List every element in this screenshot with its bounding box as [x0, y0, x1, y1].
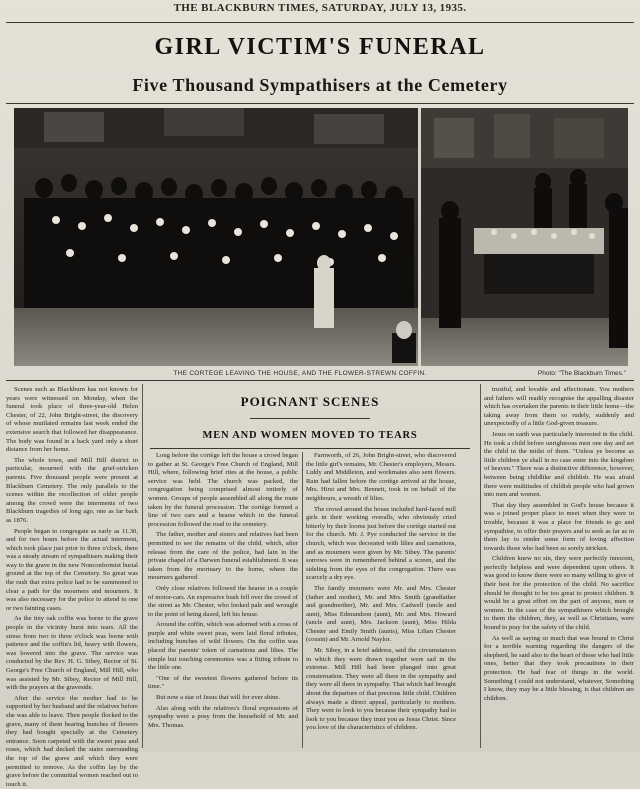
- masthead-rule: [6, 22, 634, 23]
- funeral-photograph: [14, 108, 628, 366]
- article-column-3: [306, 452, 456, 748]
- paragraph: People began to congregate as early as 11.30, and for two hours before the actual interment, which took place just prior to three o'clock, there was a steady stream of sympathisers making their way to the grave in the new Nonconformist burial ground at the top of the Cemetery. So great was the rush that extra police had to be summoned to clear a path for the mourners and mourners. It was also necessary for the police to attend to one or two fainting cases.: [6, 527, 138, 612]
- column-divider: [142, 384, 143, 748]
- photo-credit: Photo: "The Blackburn Times.": [537, 370, 626, 377]
- paragraph: Scenes such as Blackburn has not known for years were witnessed on Monday, when the funeral took place of three-year-old Helen Chester, of 22, John Bright-street, the discovery of whose mutilated remains last week ended the extensive search that followed her disappearance. The body was found in a back yard only a short distance from her home.: [6, 386, 138, 454]
- paragraph: Mr. Sibey, in a brief address, said the circumstances in which they were drawn together were sad in the extreme. Mill Hill had been plunged into great consternation. They were all there in the sympathy and they were all there in sympathy. That which had brought about the departure of that precious little child. Children always made a direct appeal, particularly to mothers. They were to look to you because their sympathy had to look to you because they trust you as Jesus Christ. Since you love of the characteristics of children.: [306, 647, 456, 732]
- paragraph: Jesus on earth was particularly interested in the child. He took a child before unrighteous men one day and set the child in the midst of them. "Unless ye become as little children ye shall in no case enter into the kingdom of heaven." There was a distinctive difference, however, between being childlike and childish. He was afraid there were multitudes of childish people who had grown into men and women.: [484, 430, 634, 499]
- masthead: THE BLACKBURN TIMES, SATURDAY, JULY 13, 1935.: [173, 2, 467, 14]
- headline: GIRL VICTIM'S FUNERAL: [154, 34, 486, 60]
- section-subheading: MEN AND WOMEN MOVED TO TEARS: [202, 430, 418, 441]
- paragraph: But now a star of Jesus that will for ever shine.: [156, 694, 280, 702]
- paragraph: Farnworth, of 26, John Bright-street, who discovered the little girl's remains, Mr. Chester's employers, Messrs. Liddy and Middleton, and workmates also sent flowers. Rain had fallen before the cortège arrived at the house, Mrs. Hirst and Mrs. Bennett, took in on behalf of the neighbours, a wreath of lilies.: [306, 452, 456, 502]
- paragraph: The father, mother and sisters and relatives had been permitted to see the remains of the child, which, after release from the care of the police, had lain in the private chapel of a Darwen funeral establishment. It was taken from the mortuary to the home, where the mourners gathered.: [148, 531, 298, 582]
- paragraph: trustful, and lovable and affectionate. You mothers and fathers will readily recognise the appalling disaster which has overtaken the parents in their little home—the taking away from them so rudely, suddenly and unexpectedly of a little God-given treasure.: [484, 386, 634, 428]
- column-divider: [302, 452, 303, 748]
- paragraph: Around the coffin, which was adorned with a cross of purple and white sweet peas, were laid floral tributes, including bunches of wild flowers. On the coffin was placed the parents' token of carnations and lilies. The simple but touching ceremonies was a fitting tribute to the little one.: [148, 621, 298, 672]
- paragraph: The crowd around the house included hard-faced mill girls in their working overalls, who obviously cried bitterly by their looms just before the cortège started out for the church. Mr. J. Pye conducted the service in the church, which was decorated with lilies and carnations, and as mourners were given by Mr. Sibey. The parents' sorrows were in remembered behind a screen, and the sideling from the eyes of the congregation. There was scarcely a dry eye.: [306, 505, 456, 582]
- section-rule: [250, 418, 370, 419]
- paragraph: Only close relatives followed the hearse in a couple of motor-cars. An expressive hush fell over the crowd of the street as Mr. Chester, who looked pale and wrought to the point of being dazed, left his house.: [148, 584, 298, 618]
- paragraph: After the service the mother had to be supported by her husband and the relatives before she was able to leave. Then people flocked to the grave, many of them bearing bunches of flowers they had bought specially at the Cemetery entrance. Soon carpeted with the sweet peas and roses, which had decked the stairs surrounding the top of the grave and which they were permitted to remove. As the coffin lay by the grave before the committal women reached out to touch it.: [6, 694, 138, 788]
- article-column-1: [6, 386, 138, 788]
- paragraph: "One of the sweetest flowers gathered before its time.": [148, 674, 298, 691]
- article-column-4: [484, 386, 634, 748]
- article-column-2: [148, 452, 298, 748]
- paragraph: As well as saying so much that was bound to Christ for a terrible warning regarding the dangers of the shepherd, he said also to the heart of those who had little ones, better that they took precautions in their protection. He had fear of things in the world. Something I could not understand, whatever, Something I know, they may be a little blessing, is that children are children.: [484, 634, 634, 702]
- paragraph: The family mourners were Mr. and Mrs. Chester (father and mother), Mr. and Mrs. Smith (grandfather and grandmother), Mr. and Mrs. Cadwell (uncle and aunt), Miss Edmundson (aunt), Mr. and Mrs. Howard (uncle and aunt), Mrs. Jackson (aunt), Miss Hilda Chester and Emily Smith (aunts), Miss Lilian Chester (cousin) and Mr. Arnold Naylor.: [306, 584, 456, 644]
- crowd-scene-image: [14, 108, 628, 366]
- paragraph: Also along with the relatives's floral expressions of sympathy were a posy from the household of Mr. and Mrs. Thomas.: [148, 704, 298, 729]
- column-divider: [480, 384, 481, 748]
- paragraph: Long before the cortège left the house a crowd began to gather at St. George's Free Church of England, Mill Hill, where, following brief rites at the house, a public service was held. The church was packed, the congregation being comprised almost entirely of women. Groups of people assembled all along the route taken by the funeral procession. The cortège formed a line of two cars and a hearse which in the funeral procession followed the road to the cemetery.: [148, 452, 298, 528]
- paragraph: Children knew no sin, they were perfectly innocent, perfectly helpless and were dependent upon others. It was good to know there were so many willing to give of their best for the protection of the child. No sacrifice should be thought to be too great to protect children. It would be a great effort on the part of anyone, men or women. In the case of the sympathisers which brought to them the children, they, as well as Christians, were bound to pray for the safety of the child.: [484, 555, 634, 632]
- headline-rule: [6, 103, 634, 104]
- paragraph: That day they assembled in God's house because it was a joined proper place to meet when they were in trouble, because it was a place for friends to go and sympathise, to offer their prayers and to seek as far as in them lay to render some form of loving affection towards those who had been so sorely stricken.: [484, 501, 634, 552]
- subheadline: Five Thousand Sympathisers at the Cemetery: [132, 75, 508, 95]
- paragraph: The whole town, and Mill Hill district in particular, mourned with the grief-stricken parents. Five thousand people were present at Blackburn Cemetery. The only parallels to the scenes within the recollection of older people among the crowd were the interments of two Blackburn tragedies of long ago, one as far back as 1876.: [6, 456, 138, 524]
- subheading-rule: [150, 448, 470, 449]
- section-heading: POIGNANT SCENES: [240, 394, 380, 409]
- paragraph: As the tiny oak coffin was borne to the grave people in the vicinity burst into tears. All the stress from two to three o'clock was borne with patience and the coffin's lid, heavy with flowers, was lowered into the grave. The service was conducted by the Rev. H. G. Sibey, Rector of St. George's Free Church of England, Mill Hill, who was assisted by Mr. Sibey, Rector of Mill Hill, with the prayers at the graveside.: [6, 615, 138, 692]
- caption-rule: [6, 380, 634, 381]
- photo-caption: THE CORTEGE LEAVING THE HOUSE, AND THE FLOWER-STREWN COFFIN.: [173, 370, 427, 377]
